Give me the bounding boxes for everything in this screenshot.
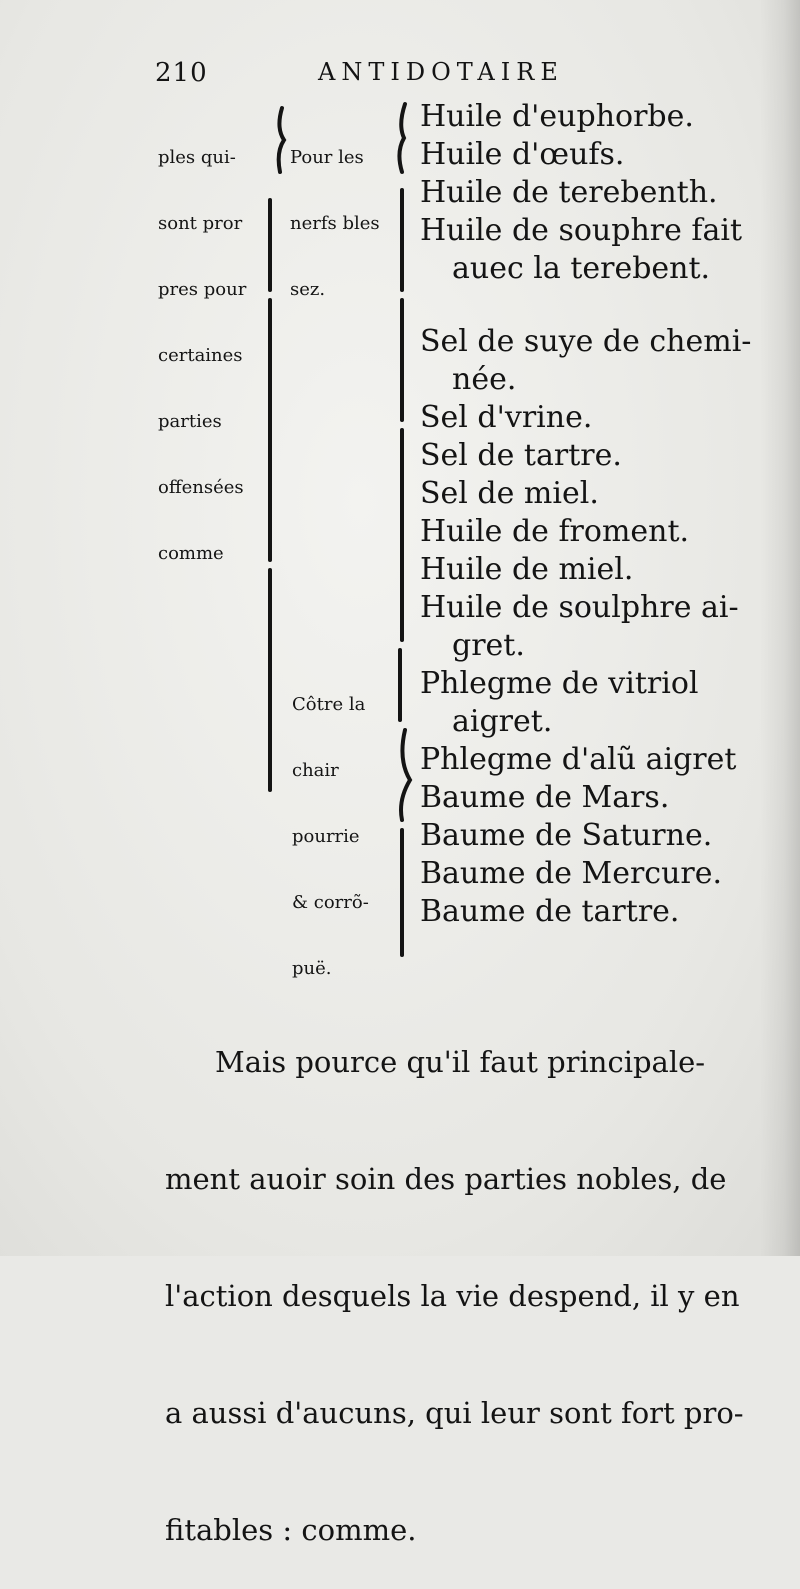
margin-note-line: nerfs bles [290,213,380,234]
margin-note-line: Côtre la [292,694,366,715]
list-item: Sel de miel. [420,476,599,511]
margin-note-line: sez. [290,279,326,300]
list-item: Sel d'vrine. [420,400,593,435]
margin-note-line: puë. [292,958,332,979]
list-item: Baume de Mercure. [420,856,723,891]
list-item: Sel de tartre. [420,438,622,473]
margin-note-line: & corrõ- [292,892,369,913]
list-item: Phlegme de vitriol [420,666,699,701]
list-item: Baume de Mars. [420,780,670,815]
margin-note-line: ples qui- [158,147,236,168]
running-title: ANTIDOTAIRE [318,58,564,86]
paragraph-line: fitables : comme. [165,1513,417,1547]
brace-mark [279,108,284,172]
margin-note-line: pres pour [158,279,247,300]
margin-note-line: offensées [158,477,244,498]
paragraph-line: ment auoir soin des parties nobles, de [165,1162,727,1196]
list-item: aigret. [452,704,553,739]
list-item: Huile de froment. [420,514,690,549]
paragraph-line: a aussi d'aucuns, qui leur sont fort pro- [165,1396,744,1430]
margin-note-line: comme [158,543,224,564]
list-item: Huile de miel. [420,552,634,587]
body-paragraph [165,965,765,1589]
margin-note-line: Pour les [290,147,364,168]
paragraph-line: Mais pource qu'il faut principale- [215,1045,706,1079]
list-item: Baume de Saturne. [420,818,713,853]
brace-mark [401,730,410,820]
list-gap [420,288,770,323]
list-item: Huile de terebenth. [420,175,718,210]
list-item: née. [452,362,517,397]
list-item: gret. [452,628,525,663]
margin-note-line: parties [158,411,222,432]
list-item: Huile de soulphre ai- [420,590,739,625]
list-item: auec la terebent. [452,251,711,286]
list-item: Sel de suye de chemi- [420,324,752,359]
margin-note-line: chair [292,760,339,781]
list-item: Huile d'œufs. [420,137,625,172]
paragraph-line: l'action desquels la vie despend, il y en [165,1279,740,1313]
brace-mark [399,104,405,172]
remedy-list [420,98,770,931]
list-item: Huile de souphre fait [420,213,743,248]
margin-note-line: pourrie [292,826,360,847]
list-item: Huile d'euphorbe. [420,99,694,134]
list-item: Baume de tartre. [420,894,680,929]
margin-note-line: sont pror [158,213,243,234]
list-item: Phlegme d'alũ aigret [420,742,737,777]
page-number: 210 [155,58,208,88]
margin-note-line: certaines [158,345,243,366]
